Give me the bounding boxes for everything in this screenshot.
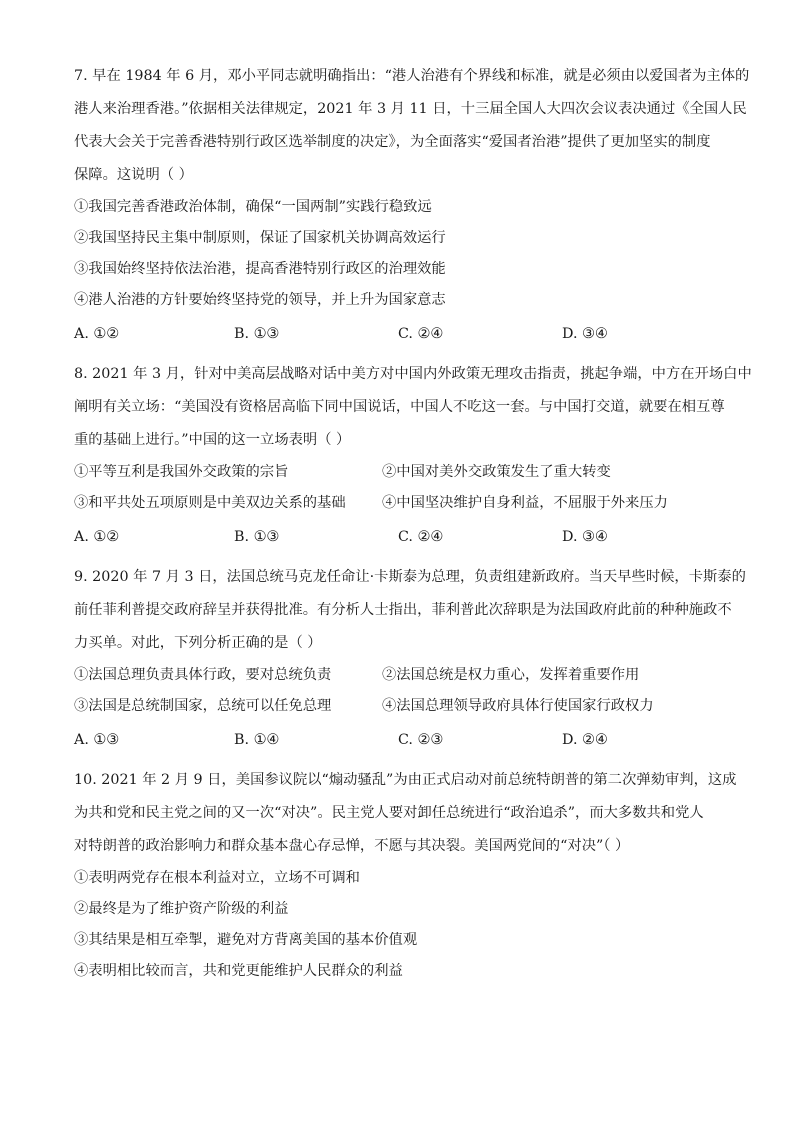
- question-7-option-1: ①我国完善香港政治体制，确保“一国两制”实践行稳致远: [74, 199, 432, 215]
- question-9-option-1: ①法国总理负责具体行政，要对总统负责: [74, 667, 332, 683]
- question-8-option-1: ①平等互利是我国外交政策的宗旨: [74, 464, 289, 480]
- question-10-line-1: 10. 2021 年 2 月 9 日，美国参议院以“煽动骚乱”为由正式启动对前总统特朗普的第二次弹劾审判，这成: [74, 772, 737, 788]
- answer-choice-a: A. ①②: [74, 326, 120, 342]
- question-9-stem: [74, 561, 746, 660]
- question-7-line-1: 7. 早在 1984 年 6 月，邓小平同志就明确指出：“港人治港有个界线和标准，就是必须由以爱国者为主体的: [74, 68, 750, 84]
- answer-choice-b: B. ①③: [234, 529, 280, 545]
- question-9-line-3: 力买单。对此，下列分析正确的是（ ）: [74, 635, 322, 651]
- question-10-line-2: 为共和党和民主党之间的又一次“对决”。民主党人要对卸任总统进行“政治追杀”，而大多数共和党人: [74, 805, 704, 821]
- question-10-option-4: ④表明相比较而言，共和党更能维护人民群众的利益: [74, 963, 403, 979]
- question-8-line-2: 阐明有关立场：“美国没有资格居高临下同中国说话，中国人不吃这一套。与中国打交道，就要在相互尊: [74, 399, 725, 415]
- answer-choice-c: C. ②④: [398, 326, 444, 342]
- question-8-line-3: 重的基础上进行。”中国的这一立场表明（ ）: [74, 432, 351, 448]
- question-10-option-2: ②最终是为了维护资产阶级的利益: [74, 901, 289, 917]
- question-7-option-4: ④港人治港的方针要始终坚持党的领导，并上升为国家意志: [74, 292, 446, 308]
- answer-choice-c: C. ②④: [398, 529, 444, 545]
- question-10: [74, 764, 737, 987]
- question-8-line-1: 8. 2021 年 3 月，针对中美高层战略对话中美方对中国内外政策无理攻击指责，挑起争端，中方在开场白中: [74, 366, 752, 382]
- exam-page: [74, 60, 752, 987]
- answer-choice-d: D. ②④: [562, 732, 608, 748]
- answer-choice-b: B. ①④: [234, 732, 280, 748]
- question-7-option-2: ②我国坚持民主集中制原则，保证了国家机关协调高效运行: [74, 230, 446, 246]
- question-10-option-1: ①表明两党存在根本利益对立，立场不可调和: [74, 870, 360, 886]
- answer-choice-a: A. ①②: [74, 529, 120, 545]
- question-9-option-2: ②法国总统是权力重心，发挥着重要作用: [382, 667, 640, 683]
- question-9-line-1: 9. 2020 年 7 月 3 日，法国总统马克龙任命让·卡斯泰为总理，负责组建新政府。当天早些时候，卡斯泰的: [74, 569, 746, 585]
- question-9-options-row-1: [74, 660, 724, 691]
- answer-choice-a: A. ①③: [74, 732, 120, 748]
- question-7-line-3: 代表大会关于完善香港特别行政区选举制度的决定》，为全面落实“爱国者治港”提供了更加坚实的制度: [74, 134, 711, 150]
- question-9: [74, 561, 746, 758]
- answer-choice-d: D. ③④: [562, 529, 608, 545]
- question-8-options-row-1: [74, 457, 724, 488]
- question-7-line-4: 保障。这说明（ ）: [74, 167, 193, 183]
- question-9-option-4: ④法国总理领导政府具体行使国家行政权力: [382, 698, 654, 714]
- answer-choice-b: B. ①③: [234, 326, 280, 342]
- question-8-answers: [74, 519, 724, 555]
- answer-choice-c: C. ②③: [398, 732, 444, 748]
- question-8-option-4: ④中国坚决维护自身利益，不屈服于外来压力: [382, 495, 668, 511]
- answer-choice-d: D. ③④: [562, 326, 608, 342]
- question-7-option-3: ③我国始终坚持依法治港，提高香港特别行政区的治理效能: [74, 261, 446, 277]
- question-8-stem: [74, 358, 752, 457]
- question-8-options-row-2: [74, 488, 724, 519]
- question-10-line-3: 对特朗普的政治影响力和群众基本盘心存忌惮，不愿与其决裂。美国两党间的“对决”（ ）: [74, 838, 630, 854]
- question-7-stem: [74, 60, 750, 192]
- question-10-option-3: ③其结果是相互牵掣，避免对方背离美国的基本价值观: [74, 932, 418, 948]
- question-10-stem: [74, 764, 737, 863]
- question-8-option-2: ②中国对美外交政策发生了重大转变: [382, 464, 611, 480]
- question-8: [74, 358, 752, 555]
- question-7: [74, 60, 750, 352]
- question-9-line-2: 前任菲利普提交政府辞呈并获得批准。有分析人士指出，菲利普此次辞职是为法国政府此前的种种施政不: [74, 602, 732, 618]
- question-7-line-2: 港人来治理香港。”依据相关法律规定，2021 年 3 月 11 日，十三届全国人大四次会议表决通过《全国人民: [74, 101, 747, 117]
- question-9-options-row-2: [74, 691, 724, 722]
- question-8-option-3: ③和平共处五项原则是中美双边关系的基础: [74, 495, 346, 511]
- question-7-answers: [74, 316, 724, 352]
- question-9-answers: [74, 722, 724, 758]
- question-9-option-3: ③法国是总统制国家，总统可以任免总理: [74, 698, 332, 714]
